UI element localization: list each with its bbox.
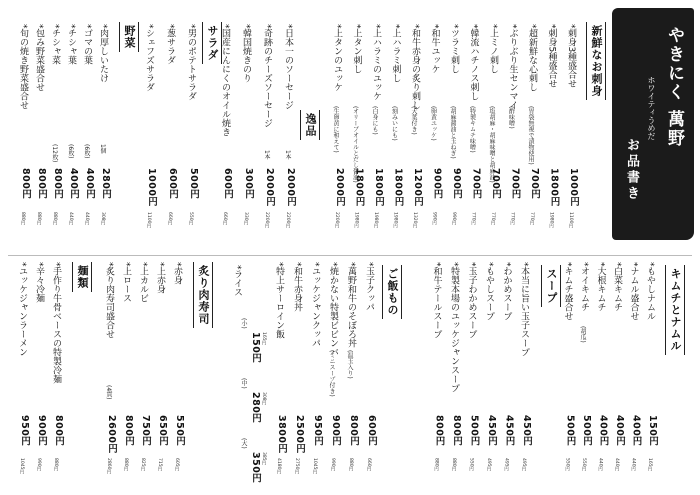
menu-item-qty: (6枚) bbox=[83, 144, 90, 159]
menu-item-tax-price: 660円 bbox=[222, 212, 227, 226]
menu-item-name: *白菜キムチ bbox=[612, 262, 622, 312]
menu-item-tax-price: 715円 bbox=[157, 458, 162, 472]
rice-size-tax-price: 165円 bbox=[261, 332, 266, 346]
menu-item-name: *手作り牛骨ベースの特製冷麺 bbox=[51, 262, 61, 384]
menu-item-note: (卵黄ユッケ) bbox=[429, 106, 437, 141]
menu-item-tax-price: 440円 bbox=[84, 212, 89, 226]
menu-item-price: 2000円 bbox=[285, 168, 296, 207]
menu-item-tax-price: 1100円 bbox=[568, 212, 573, 228]
menu-item-price: 900円 bbox=[330, 415, 341, 447]
menu-item-tax-price: 880円 bbox=[20, 212, 25, 226]
menu-item-name: *焼かない特製ビビンバ bbox=[328, 262, 338, 357]
menu-item-price: 150円 bbox=[647, 415, 658, 447]
menu-item-tax-price: 1100円 bbox=[146, 212, 151, 228]
menu-item-name: *特上サーロイン飯 bbox=[274, 262, 284, 339]
menu-item-name: *わかめスープ bbox=[501, 262, 512, 321]
menu-item-price: 700円 bbox=[529, 168, 540, 200]
menu-item-name: *もやしスープ bbox=[484, 262, 494, 321]
menu-item-name: *奇跡のチーズソーセージ bbox=[262, 24, 272, 128]
menu-item-qty: (6枚) bbox=[67, 144, 74, 159]
menu-item-name: *日本一のソーセージ bbox=[283, 24, 293, 110]
menu-item-tax-price: 440円 bbox=[614, 458, 619, 472]
menu-item-name: *男のポテトサラダ bbox=[186, 24, 196, 101]
menu-item-name: *和牛テールスープ bbox=[431, 262, 442, 339]
menu-item-name: *赤身 bbox=[172, 262, 182, 285]
menu-item-tax-price: 550円 bbox=[581, 458, 586, 472]
menu-item-price: 800円 bbox=[451, 415, 462, 447]
menu-item-note: (大葉付き) bbox=[410, 106, 417, 135]
rice-size-label: (中) bbox=[240, 378, 247, 389]
menu-item-name: *ゴマの葉 bbox=[82, 24, 92, 65]
menu-item-note: (胡麻醤油と玉ねぎ) bbox=[449, 106, 456, 159]
menu-item-name: *上ハラミのユッケ bbox=[371, 24, 381, 101]
menu-item-tax-price: 880円 bbox=[52, 212, 57, 226]
menu-item-name: *刺身3種盛合せ bbox=[566, 24, 576, 89]
menu-item-name: *玉子わかめスープ bbox=[466, 262, 477, 339]
menu-item-tax-price: 1045円 bbox=[312, 458, 317, 474]
menu-item-note: (塩胡麻・胡麻味噌と胡麻油) bbox=[488, 106, 495, 183]
menu-item-tax-price: 2860円 bbox=[106, 458, 111, 474]
menu-item-price: 900円 bbox=[431, 168, 443, 200]
menu-item-price: 400円 bbox=[597, 415, 609, 447]
menu-item-tax-price: 1980円 bbox=[353, 212, 359, 228]
category-kimchi: キムチとナムル bbox=[665, 265, 685, 355]
menu-item-name: *辛々冷麺 bbox=[34, 262, 44, 303]
menu-item-price: 550円 bbox=[174, 415, 185, 447]
menu-item-name: *包み野菜盛合せ bbox=[34, 24, 44, 92]
rice-plain-name: *ライス bbox=[232, 265, 242, 297]
menu-item-tax-price: 660円 bbox=[366, 458, 371, 472]
menu-item-tax-price: 165円 bbox=[647, 458, 652, 472]
rice-size-price: 350円 bbox=[250, 452, 261, 484]
menu-item-name: *ユッケジャンクッパ bbox=[310, 262, 320, 348]
menu-item-name: *和牛赤身の炙り刺し bbox=[410, 24, 420, 110]
rice-size-price: 280円 bbox=[250, 392, 261, 424]
menu-item-tax-price: 1980円 bbox=[392, 212, 398, 228]
menu-item-tax-price: 550円 bbox=[188, 212, 193, 226]
menu-item-tax-price: 495円 bbox=[503, 458, 509, 472]
menu-item-note: (生卵黄に和えて) bbox=[332, 106, 339, 153]
menu-item-name: *オイキムチ bbox=[579, 262, 589, 312]
logo-block bbox=[612, 8, 694, 240]
menu-item-price: 2000円 bbox=[264, 168, 275, 207]
menu-item-price: 1200円 bbox=[412, 168, 423, 207]
menu-item-note: (胡瓜) bbox=[579, 326, 586, 343]
menu-item-price: 1000円 bbox=[146, 168, 157, 207]
menu-item-tax-price: 770円 bbox=[529, 212, 534, 226]
menu-item-name: *韓国焼きのり bbox=[241, 24, 251, 83]
menu-item-name: *上カルビ bbox=[138, 262, 148, 303]
menu-item-tax-price: 990円 bbox=[431, 212, 437, 226]
menu-item-tax-price: 770円 bbox=[470, 212, 476, 226]
menu-item-name: *韓流ハチノス刺し bbox=[468, 24, 479, 101]
menu-item-name: *刺身5種盛合せ bbox=[546, 24, 557, 89]
menu-item-qty: (4貫) bbox=[105, 385, 112, 400]
menu-item-tax-price: 308円 bbox=[100, 212, 105, 226]
menu-item-price: 1000円 bbox=[568, 168, 579, 207]
menu-item-price: 950円 bbox=[312, 415, 323, 447]
menu-item-tax-price: 825円 bbox=[140, 458, 145, 472]
menu-item-tax-price: 2200円 bbox=[264, 212, 269, 228]
menu-item-tax-price: 440円 bbox=[68, 212, 73, 226]
menu-item-note: (胃袋無視で漬物使用) bbox=[527, 106, 534, 165]
menu-item-name: *炙り肉寿司盛合せ bbox=[104, 262, 114, 339]
menu-item-qty: 1本 bbox=[263, 150, 270, 160]
menu-item-price: 2600円 bbox=[106, 415, 117, 454]
rice-size-label: (小) bbox=[240, 318, 247, 329]
menu-item-price: 800円 bbox=[433, 415, 445, 447]
menu-item-tax-price: 1045円 bbox=[19, 458, 24, 474]
menu-item-tax-price: 2750円 bbox=[294, 458, 299, 474]
menu-item-qty: (12枚) bbox=[51, 144, 58, 163]
menu-item-name: *旬の焼き野菜盛合せ bbox=[18, 24, 28, 110]
rice-size-tax-price: 308円 bbox=[261, 392, 266, 406]
menu-item-tax-price: 990円 bbox=[330, 458, 335, 472]
menu-item-name: *もやしナムル bbox=[645, 262, 655, 321]
menu-item-tax-price: 440円 bbox=[630, 458, 636, 472]
menu-item-name: *ぶりぶり生センマイ bbox=[507, 24, 518, 110]
menu-item-price: 400円 bbox=[630, 415, 642, 447]
rice-size-label: (大) bbox=[240, 438, 247, 449]
menu-item-name: *キムチ盛合せ bbox=[562, 262, 573, 321]
menu-item-tax-price: 1320円 bbox=[412, 212, 417, 228]
menu-item-price: 1800円 bbox=[353, 168, 365, 207]
menu-item-price: 400円 bbox=[84, 168, 95, 200]
menu-item-price: 800円 bbox=[52, 168, 63, 200]
menu-item-name: *上ミノ刺し bbox=[488, 24, 498, 74]
menu-item-tax-price: 440円 bbox=[597, 458, 603, 472]
menu-item-name: *国産にんにくのオイル焼き bbox=[220, 24, 230, 137]
menu-item-qty: 1本 bbox=[284, 150, 291, 160]
menu-item-tax-price: 880円 bbox=[53, 458, 58, 472]
menu-item-tax-price: 1980円 bbox=[548, 212, 554, 228]
menu-item-name: *ナムル盛合せ bbox=[628, 262, 639, 321]
menu-item-name: *上タン刺し bbox=[351, 24, 362, 74]
menu-item-name: *肉厚しいたけ bbox=[98, 24, 108, 83]
menu-item-name: *和牛ユッケ bbox=[429, 24, 440, 74]
menu-item-tax-price: 2200円 bbox=[285, 212, 290, 228]
menu-item-note: (オリーブオイルとだし醤油) bbox=[351, 106, 359, 183]
menu-item-price: 700円 bbox=[490, 168, 501, 200]
menu-item-name: *葱サラダ bbox=[165, 24, 175, 65]
menu-item-note: (刻みいにも) bbox=[390, 106, 398, 141]
category-sushi: 炙り肉寿司 bbox=[193, 262, 213, 328]
menu-item-price: 450円 bbox=[486, 415, 497, 447]
rice-size-tax-price: 385円 bbox=[261, 452, 266, 466]
menu-item-price: 800円 bbox=[36, 168, 47, 200]
menu-item-price: 700円 bbox=[509, 168, 521, 200]
menu-item-tax-price: 990円 bbox=[36, 458, 41, 472]
menu-item-tax-price: 880円 bbox=[36, 212, 41, 226]
category-fresh: 新鮮なお刺身 bbox=[586, 22, 606, 100]
menu-item-note: (白身にも) bbox=[371, 106, 378, 135]
menu-item-tax-price: 880円 bbox=[451, 458, 456, 472]
menu-item-price: 800円 bbox=[348, 415, 359, 447]
menu-item-tax-price: 605円 bbox=[174, 458, 179, 472]
menu-item-name: *上ハラミ刺し bbox=[390, 24, 401, 83]
category-salad: サラダ bbox=[202, 22, 222, 64]
menu-item-price: 800円 bbox=[20, 168, 31, 200]
menu-item-price: 500円 bbox=[188, 168, 199, 200]
menu-item-tax-price: 770円 bbox=[490, 212, 495, 226]
menu-item-price: 3800円 bbox=[276, 415, 287, 454]
menu-item-price: 1800円 bbox=[392, 168, 404, 207]
logo-text: やきにく 萬野 bbox=[664, 26, 684, 148]
menu-item-tax-price: 880円 bbox=[433, 458, 439, 472]
menu-item-name: *ツラミ刺し bbox=[449, 24, 459, 74]
menu-item-note: (温玉入り) bbox=[346, 350, 353, 379]
menu-item-price: 700円 bbox=[470, 168, 482, 200]
menu-item-price: 2000円 bbox=[334, 168, 345, 207]
menu-item-tax-price: 660円 bbox=[167, 212, 172, 226]
menu-item-price: 450円 bbox=[503, 415, 515, 447]
menu-item-price: 900円 bbox=[451, 168, 462, 200]
menu-item-tax-price: 495円 bbox=[486, 458, 491, 472]
menu-item-name: *本当に旨い玉子スープ bbox=[519, 262, 529, 357]
menu-item-name: *チシャ菜 bbox=[50, 24, 60, 65]
menu-item-name: *大根キムチ bbox=[595, 262, 606, 312]
menu-item-name: *チシャ葉 bbox=[66, 24, 76, 65]
menu-item-tax-price: 550円 bbox=[564, 458, 570, 472]
category-soup: スープ bbox=[541, 265, 561, 307]
menu-item-name: *特製本場のユッケジャンスープ bbox=[449, 262, 459, 393]
category-rice: ご飯もの bbox=[382, 265, 402, 319]
menu-item-price: 900円 bbox=[36, 415, 47, 447]
menu-item-tax-price: 880円 bbox=[348, 458, 353, 472]
menu-item-name: *シェフズサラダ bbox=[144, 24, 154, 92]
menu-item-name: *玉子クッパ bbox=[364, 262, 374, 312]
menu-item-price: 950円 bbox=[19, 415, 30, 447]
menu-item-price: 800円 bbox=[123, 415, 134, 447]
menu-item-tax-price: 550円 bbox=[468, 458, 474, 472]
menu-item-qty: 1個 bbox=[99, 144, 106, 154]
menu-item-price: 400円 bbox=[68, 168, 79, 200]
menu-item-tax-price: 990円 bbox=[451, 212, 456, 226]
menu-item-name: *上赤身 bbox=[155, 262, 165, 294]
menu-item-price: 650円 bbox=[157, 415, 168, 447]
menu-item-note: (ミニスープ付き) bbox=[328, 350, 335, 397]
menu-item-price: 800円 bbox=[53, 415, 64, 447]
category-delicacy: 逸品 bbox=[300, 110, 320, 140]
menu-item-price: 600円 bbox=[366, 415, 377, 447]
category-noodles: 麺類 bbox=[72, 262, 92, 292]
menu-item-tax-price: 770円 bbox=[509, 212, 515, 226]
menu-item-price: 300円 bbox=[243, 168, 254, 200]
menu-item-price: 500円 bbox=[581, 415, 592, 447]
menu-item-tax-price: 1980円 bbox=[373, 212, 378, 228]
menu-item-tax-price: 880円 bbox=[123, 458, 128, 472]
menu-item-note: (酢味噌) bbox=[507, 106, 515, 129]
menu-item-price: 600円 bbox=[167, 168, 178, 200]
menu-item-name: *上タンのユッケ bbox=[332, 24, 342, 92]
menu-item-tax-price: 2200円 bbox=[334, 212, 339, 228]
menu-item-name: *萬野和牛のそぼろ丼 bbox=[346, 262, 356, 348]
menu-item-name: *超新鮮な心刺し bbox=[527, 24, 537, 92]
rice-size-price: 150円 bbox=[250, 332, 261, 364]
menu-item-price: 500円 bbox=[564, 415, 576, 447]
menu-item-tax-price: 330円 bbox=[243, 212, 248, 226]
menu-item-name: *和牛赤身丼 bbox=[292, 262, 302, 312]
menu-item-price: 600円 bbox=[222, 168, 233, 200]
menu-item-tax-price: 495円 bbox=[521, 458, 526, 472]
menu-label: お品書き bbox=[624, 138, 639, 202]
logo-subtitle: ホワイティうめだ bbox=[647, 76, 656, 140]
menu-item-price: 1800円 bbox=[373, 168, 384, 207]
menu-item-price: 280円 bbox=[100, 168, 111, 200]
menu-item-price: 400円 bbox=[614, 415, 625, 447]
menu-item-note: (特製キムチ味噌) bbox=[468, 106, 476, 153]
menu-item-price: 750円 bbox=[140, 415, 151, 447]
menu-item-price: 500円 bbox=[468, 415, 480, 447]
category-veg: 野菜 bbox=[119, 22, 139, 52]
menu-item-price: 2500円 bbox=[294, 415, 305, 454]
menu-item-name: *ユッケジャンラーメン bbox=[17, 262, 27, 357]
menu-item-price: 450円 bbox=[521, 415, 532, 447]
menu-item-name: *上ロース bbox=[121, 262, 131, 303]
menu-item-tax-price: 4180円 bbox=[276, 458, 281, 474]
section-divider bbox=[8, 255, 692, 256]
menu-item-price: 1800円 bbox=[548, 168, 560, 207]
